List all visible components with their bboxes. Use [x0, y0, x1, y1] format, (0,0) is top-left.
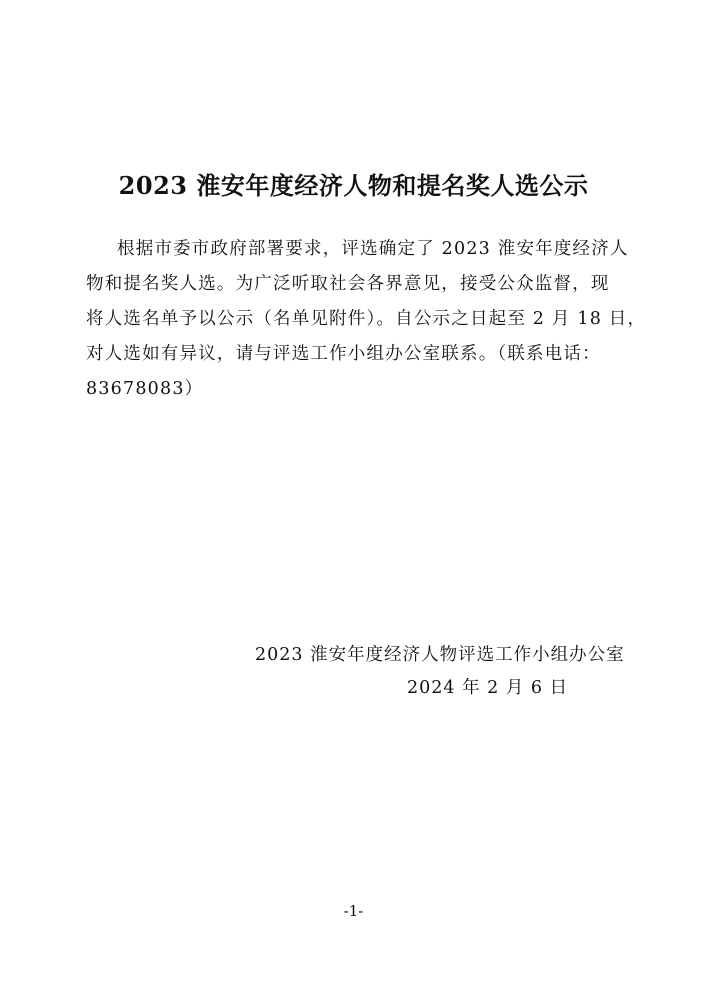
body-line-4: 对人选如有异议，请与评选工作小组办公室联系。（联系电话： — [86, 344, 601, 364]
body-line-2: 物和提名奖人选。为广泛听取社会各界意见，接受公众监督，现 — [86, 274, 610, 294]
page-number: -1- — [343, 902, 364, 920]
body-line-5: 83678083） — [86, 379, 204, 399]
body-line-1: 根据市委市政府部署要求，评选确定了 2023 淮安年度经济人 — [117, 239, 629, 259]
signature-office: 2023 淮安年度经济人物评选工作小组办公室 — [255, 645, 625, 665]
signature-date: 2024 年 2 月 6 日 — [407, 678, 569, 698]
body-line-3: 将人选名单予以公示（名单见附件）。自公示之日起至 2 月 18 日， — [86, 309, 647, 329]
document-title: 2023 淮安年度经济人物和提名奖人选公示 — [118, 171, 589, 200]
